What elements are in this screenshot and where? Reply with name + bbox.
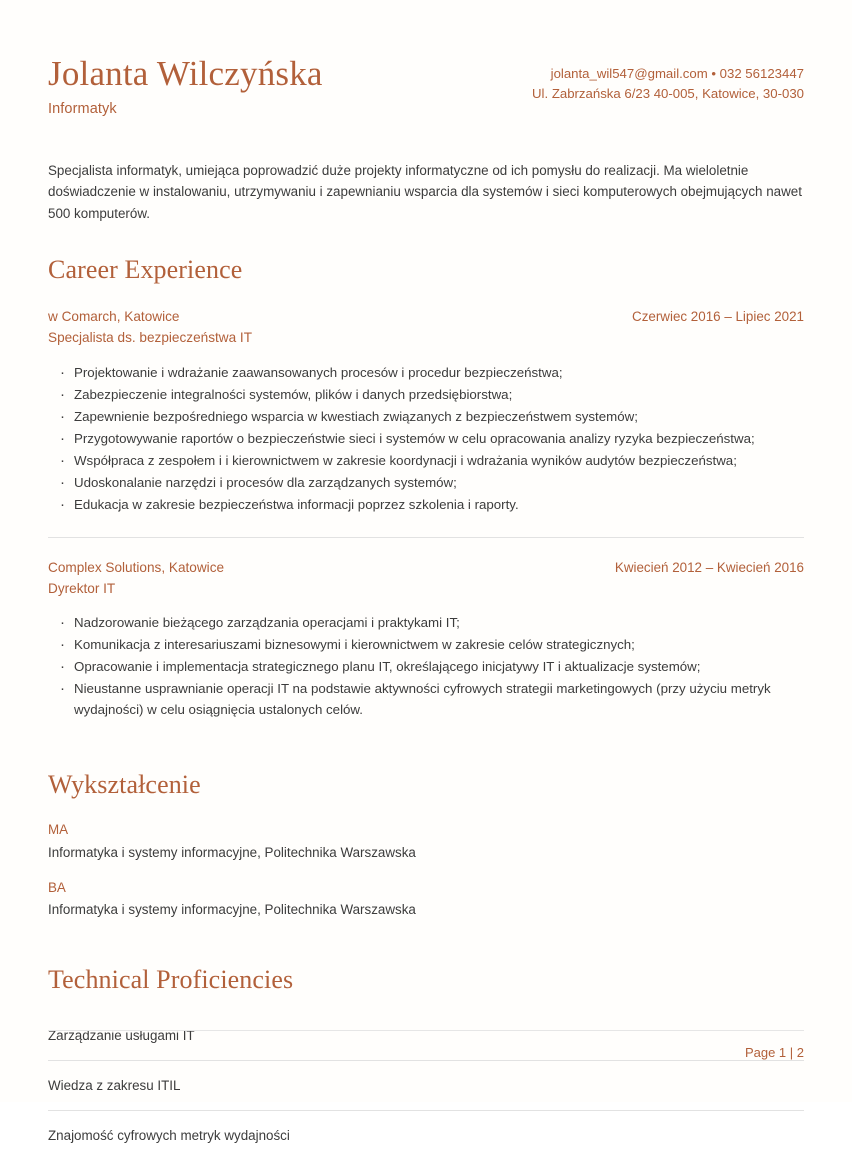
job-bullet: · Opracowanie i implementacja strategicznego planu IT, określającego inicjatywy IT i aktualizacje systemów; [48, 656, 804, 677]
page-number: Page 1 | 2 [744, 1045, 804, 1060]
skill-item: Znajomość cyfrowych metryk wydajności [48, 1128, 290, 1144]
job-entry [48, 307, 804, 515]
job-company: w Comarch, Katowice [48, 308, 180, 324]
education-degree: MA [48, 822, 69, 838]
job-bullet: · Zabezpieczenie integralności systemów, plików i danych przedsiębiorstwa; [48, 384, 804, 405]
job-bullet: · Komunikacja z interesariuszami biznesowymi i kierownictwem w zakresie celów strategicznych; [48, 634, 804, 655]
job-bullet-list [48, 362, 804, 515]
contact-block [532, 54, 804, 105]
education-entry [48, 820, 804, 863]
job-bullet: · Projektowanie i wdrażanie zaawansowanych procesów i procedur bezpieczeństwa; [48, 362, 804, 383]
job-position: Specjalista ds. bezpieczeństwa IT [48, 330, 253, 346]
candidate-job-title: Informatyk [48, 100, 117, 117]
job-bullet: · Udoskonalanie narzędzi i procesów dla zarządzanych systemów; [48, 472, 804, 493]
job-header [48, 558, 804, 578]
job-company: Complex Solutions, Katowice [48, 559, 225, 575]
job-header [48, 307, 804, 327]
section-education [48, 770, 804, 921]
resume-header [48, 48, 804, 117]
page-footer [48, 1030, 804, 1060]
job-divider [48, 537, 804, 538]
job-position: Dyrektor IT [48, 581, 116, 597]
contact-email-phone: jolanta_wil547@gmail.com • 032 56123447 [550, 66, 804, 81]
job-dates: Czerwiec 2016 – Lipiec 2021 [632, 308, 804, 324]
job-bullet: · Nadzorowanie bieżącego zarządzania operacjami i praktykami IT; [48, 612, 804, 633]
job-bullet: · Nieustanne usprawnianie operacji IT na podstawie aktywności cyfrowych strategii marketingowych (przy użyciu metryk wydajności) w celu osiągnięcia ustalonych celów. [48, 678, 804, 720]
section-technical-proficiencies [48, 965, 804, 1160]
professional-summary: Specjalista informatyk, umiejąca poprowadzić duże projekty informatyczne od ich pomysłu do realizacji. Ma wieloletnie doświadczenie w instalowaniu, utrzymywaniu i zapewnianiu wsparcia dla systemów i sieci komputerowych obejmujących nawet 500 komputerów. [48, 162, 802, 222]
footer-divider [48, 1030, 804, 1031]
contact-address: Ul. Zabrzańska 6/23 40-005, Katowice, 30-030 [532, 86, 804, 102]
section-heading-skills: Technical Proficiencies [48, 965, 294, 995]
education-detail: Informatyka i systemy informacyjne, Politechnika Warszawska [48, 902, 416, 918]
section-heading-education: Wykształcenie [48, 770, 201, 800]
section-career-experience [48, 255, 804, 721]
education-degree: BA [48, 880, 66, 896]
job-bullet-list [48, 612, 804, 720]
skill-item: Wiedza z zakresu ITIL [48, 1061, 804, 1111]
job-entry [48, 558, 804, 721]
skill-item: Zarządzanie usługami IT [48, 1011, 804, 1061]
job-bullet: · Przygotowywanie raportów o bezpieczeństwie sieci i systemów w celu opracowania analizy ryzyka bezpieczeństwa; [48, 428, 804, 449]
identity-block [48, 54, 323, 117]
job-bullet: · Edukacja w zakresie bezpieczeństwa informacji poprzez szkolenia i raporty. [48, 494, 804, 515]
job-dates: Kwiecień 2012 – Kwiecień 2016 [614, 559, 804, 575]
job-bullet: · Współpraca z zespołem i i kierownictwem w zakresie koordynacji i wdrażania wyników audytów bezpieczeństwa; [48, 450, 804, 471]
candidate-name: Jolanta Wilczyńska [48, 54, 323, 93]
section-heading-experience: Career Experience [48, 254, 243, 284]
education-entry [48, 878, 804, 921]
job-bullet: · Zapewnienie bezpośredniego wsparcia w kwestiach związanych z bezpieczeństwem systemów; [48, 406, 804, 427]
education-detail: Informatyka i systemy informacyjne, Politechnika Warszawska [48, 844, 416, 860]
